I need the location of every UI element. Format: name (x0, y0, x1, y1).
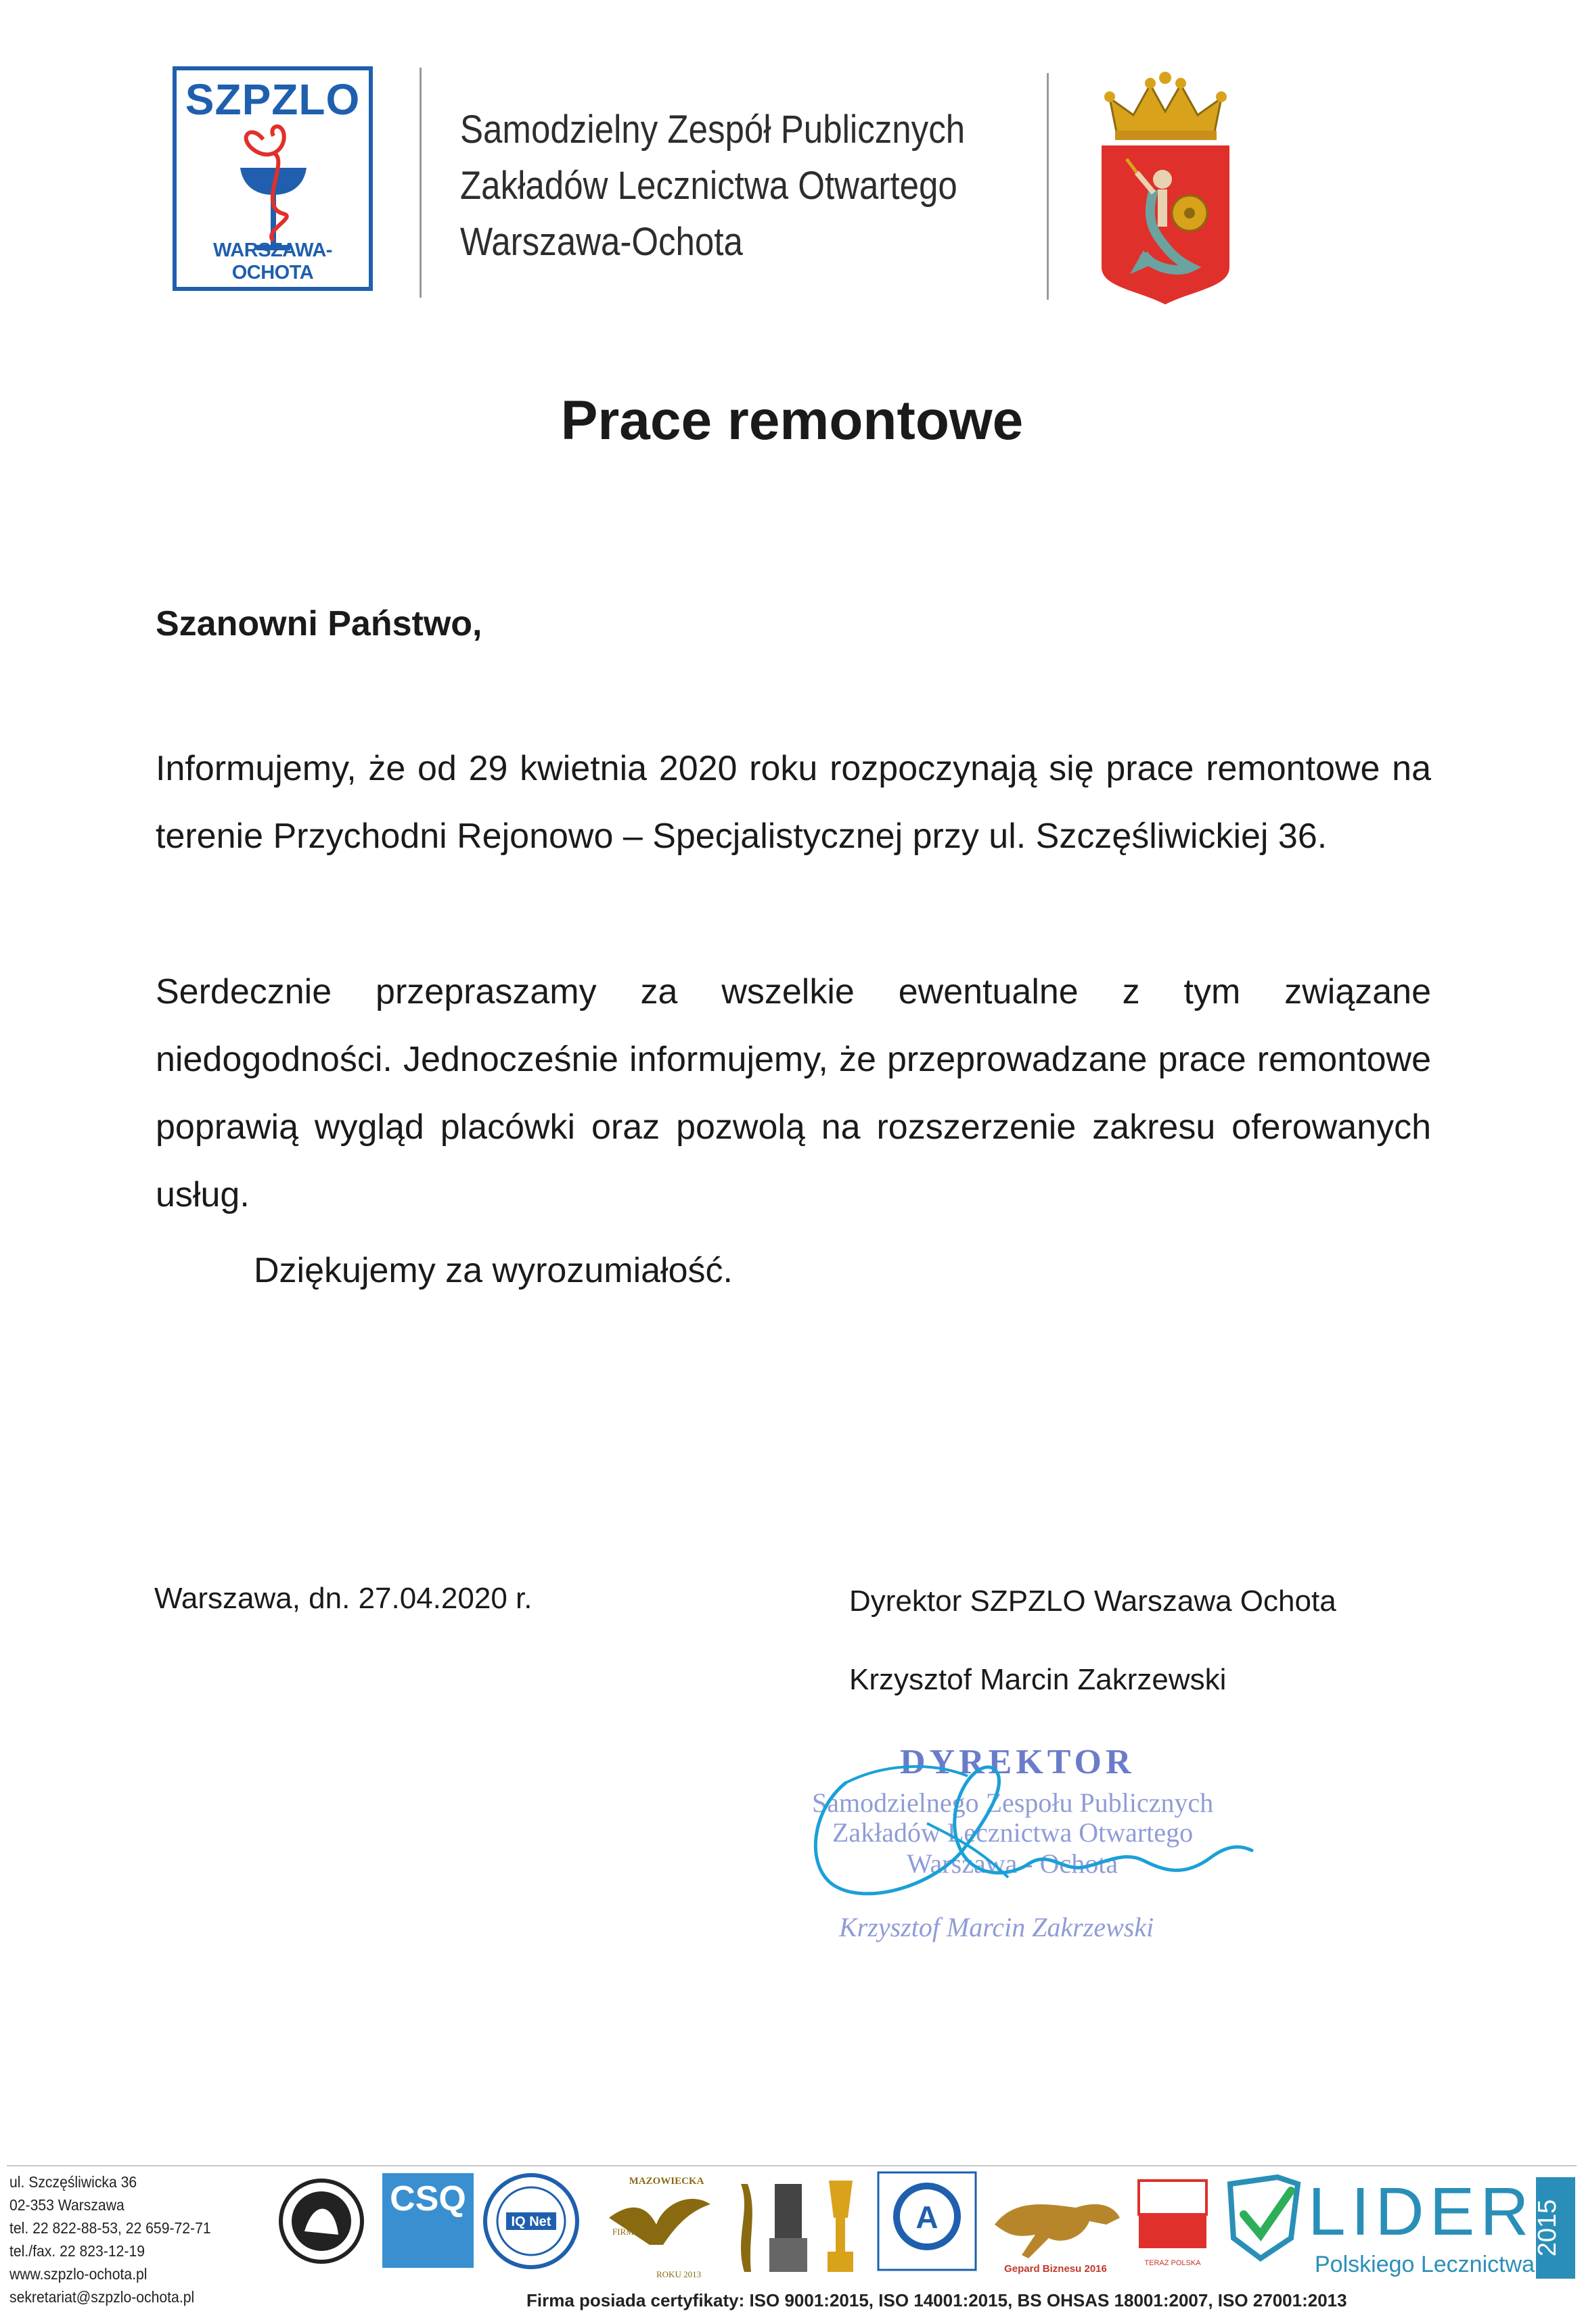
organization-name (460, 101, 1034, 270)
gepard-biznesu-icon (988, 2170, 1123, 2279)
footer-divider (7, 2165, 1577, 2166)
header-divider-right (1047, 73, 1049, 300)
organization-name-line: Zakładów Lecznictwa Otwartego (460, 164, 957, 208)
round-seal-icon (277, 2170, 365, 2272)
firma-label: FIRMA (612, 2227, 641, 2237)
contact-line: ul. Szczęśliwicka 36 (9, 2173, 137, 2191)
roku-label: ROKU 2013 (656, 2269, 702, 2279)
quality-q-icon (876, 2170, 978, 2272)
closing-thanks: Dziękujemy za wyrozumiałość. (254, 1251, 733, 1290)
document-title: Prace remontowe (560, 390, 1024, 451)
stamp-line: DYREKTOR (900, 1743, 1135, 1781)
iqnet-label: IQ Net (511, 2214, 551, 2229)
stamp-line: Krzysztof Marcin Zakrzewski (839, 1912, 1154, 1942)
contact-line: 02-353 Warszawa (9, 2196, 125, 2214)
csq-logo (382, 2173, 474, 2268)
stamp-line: Warszawa - Ochota (907, 1848, 1118, 1879)
organization-name-line: Warszawa-Ochota (460, 220, 743, 264)
csq-logo-text: CSQ (390, 2179, 466, 2218)
footer-contact (9, 2170, 229, 2308)
certificate-logos (277, 2170, 1577, 2285)
contact-line[interactable]: sekretariat@szpzlo-ochota.pl (9, 2288, 195, 2306)
teraz-label: TERAZ POLSKA (1144, 2259, 1201, 2267)
organization-name-line: Samodzielny Zespół Publicznych (460, 108, 966, 152)
place-date: Warszawa, dn. 27.04.2020 r. (154, 1582, 533, 1615)
signer-title: Dyrektor SZPZLO Warszawa Ochota (849, 1585, 1336, 1618)
bowl-of-hygieia-icon (236, 119, 311, 254)
lider-subtitle: Polskiego Lecznictwa (1315, 2252, 1535, 2277)
warsaw-coat-of-arms-icon (1096, 71, 1235, 304)
certificates-statement: Firma posiada certyfikaty: ISO 9001:2015, ISO 14001:2015, BS OHSAS 18001:2007, ISO 27001:2013 (526, 2290, 1347, 2310)
director-stamp (805, 1742, 1265, 1959)
svg-text:A: A (915, 2200, 938, 2235)
trophies-icon (727, 2170, 869, 2279)
body-paragraph: Informujemy, że od 29 kwietnia 2020 roku rozpoczynają się prace remontowe na terenie Przychodni Rejonowo – Specjalistycznej przy ul. Szczęśliwickiej 36. (156, 749, 1431, 856)
body-paragraph: Serdecznie przepraszamy za wszelkie ewentualne z tym związane niedogodności. Jednocześnie informujemy, że przeprowadzane prace remontowe poprawią wygląd placówki oraz pozwolą na rozszerzenie zakresu oferowanych usług. (156, 972, 1431, 1214)
logo-district: WARSZAWA-OCHOTA (213, 240, 332, 283)
stamp-line: Samodzielnego Zespołu Publicznych (812, 1787, 1214, 1818)
lider-year: 2015 (1533, 2199, 1562, 2257)
lider-label: LIDER (1308, 2174, 1535, 2250)
lider-polskiego-lecznictwa-logo (1223, 2170, 1577, 2285)
gepard-label: Gepard Biznesu 2016 (1004, 2263, 1107, 2275)
contact-line[interactable]: www.szpzlo-ochota.pl (9, 2265, 148, 2283)
salutation: Szanowni Państwo, (156, 604, 482, 643)
eagle-award-icon (595, 2170, 717, 2282)
stamp-line: Zakładów Lecznictwa Otwartego (832, 1817, 1194, 1848)
mazowiecka-label: MAZOWIECKA (629, 2176, 704, 2187)
header-divider-left (420, 68, 422, 298)
teraz-polska-icon (1135, 2170, 1210, 2272)
handwritten-signature (805, 1742, 1265, 1959)
contact-line: tel./fax. 22 823-12-19 (9, 2242, 145, 2260)
contact-line: tel. 22 822-88-53, 22 659-72-71 (9, 2219, 211, 2237)
logo-acronym: SZPZLO (185, 75, 361, 124)
szpzlo-logo (173, 66, 373, 291)
signer-name: Krzysztof Marcin Zakrzewski (849, 1663, 1227, 1696)
iqnet-certified-icon (480, 2170, 582, 2272)
